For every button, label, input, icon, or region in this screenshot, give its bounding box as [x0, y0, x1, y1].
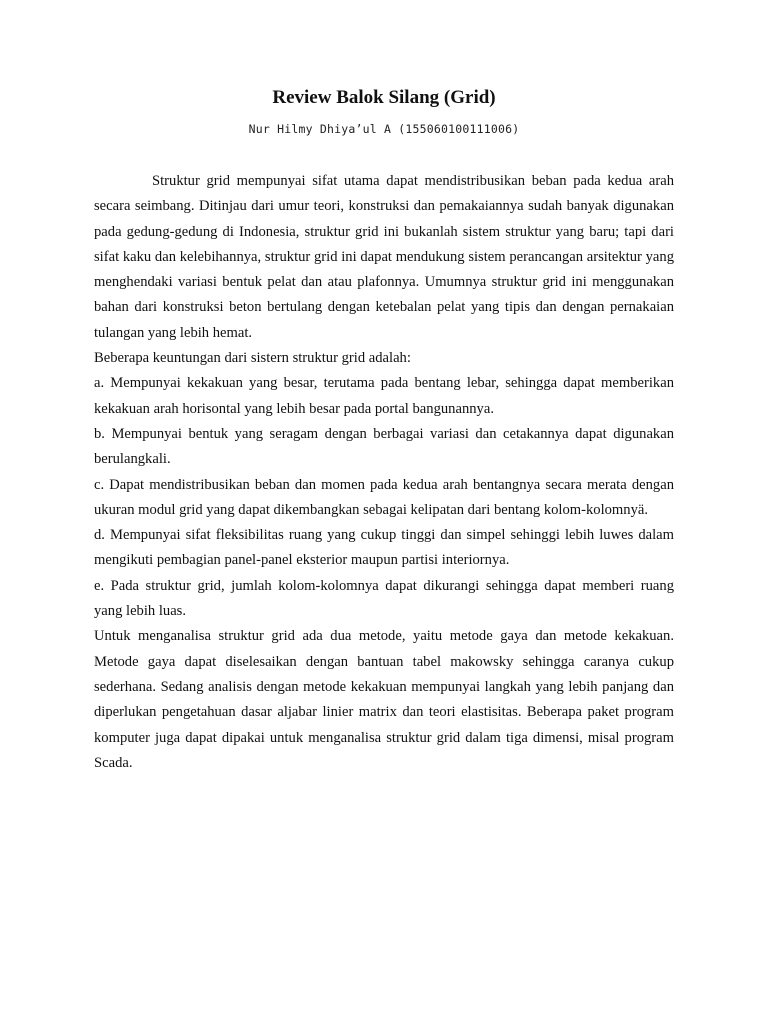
document-title: Review Balok Silang (Grid)	[272, 87, 496, 108]
list-item-c: c. Dapat mendistribusikan beban dan momen pada kedua arah bentangnya secara merata dengan ukuran modul grid yang dapat dikembangkan sebagai kelipatan dari bentang kolom-kolomnyä.	[94, 476, 674, 518]
document-author: Nur Hilmy Dhiya’ul A (155060100111006)	[248, 122, 520, 136]
list-item-e: e. Pada struktur grid, jumlah kolom-kolomnya dapat dikurangi sehingga dapat memberi ruang yang lebih luas.	[94, 577, 674, 620]
paragraph-analysis: Untuk menganalisa struktur grid ada dua metode, yaitu metode gaya dan metode kekakuan. Metode gaya dapat diselesaikan dengan bantuan tabel makowsky sehingga caranya cukup sederhana. Sedang analisis dengan metode kekakuan mempunyai langkah yang lebih panjang dan diperlukan pengetahuan dasar aljabar linier matrix dan teori elastisitas. Beberapa paket program komputer juga dapat dipakai untuk menganalisa struktur grid dalam tiga dimensi, misal program Scada.	[94, 628, 674, 771]
document-body	[94, 169, 674, 776]
paragraph-advantages-heading: Beberapa keuntungan dari sistern struktur grid adalah:	[94, 350, 411, 367]
paragraph-intro: Struktur grid mempunyai sifat utama dapat mendistribusikan beban pada kedua arah secara seimbang. Ditinjau dari umur teori, konstruksi dan pemakaiannya sudah banyak digunakan pada gedung-gedung di Indonesia, struktur grid ini bukanlah sistem struktur yang baru; tapi dari sifat kaku dan kelebihannya, struktur grid ini dapat mendukung sistem perancangan arsitektur yang menghendaki variasi bentuk pelat dan atau plafonnya. Umumnya struktur grid ini menggunakan bahan dari konstruksi beton bertulang dengan ketebalan pelat yang tipis dan dengan pernakaian tulangan yang lebih hemat.	[94, 173, 674, 341]
list-item-b: b. Mempunyai bentuk yang seragam dengan berbagai variasi dan cetakannya dapat digunakan berulangkali.	[94, 425, 674, 468]
list-item-a: a. Mempunyai kekakuan yang besar, terutama pada bentang lebar, sehingga dapat memberikan kekakuan arah horisontal yang lebih besar pada portal bangunannya.	[94, 375, 674, 417]
list-item-d: d. Mempunyai sifat fleksibilitas ruang yang cukup tinggi dan simpel sehinggi lebih luwes dalam mengikuti pembagian panel-panel eksterior maupun partisi interiornya.	[94, 527, 674, 569]
